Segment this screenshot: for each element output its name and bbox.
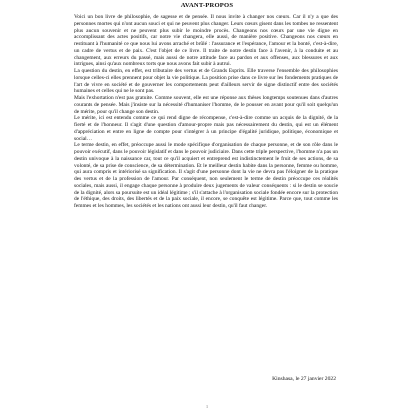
paragraph: Le mérite, ici est entendu comme ce qui rend digne de récompense, c'est-à-dire comme un acquis de la dignité, de la fierté et de l'honneur. Il s'agit d'une question d'amour-propre mais pas nécessairement du destin, qui est un élément d'appréciation et entre en ligne de compte pour s'intégrer à un principe d'égalité juridique, politique, économique et social… — [74, 115, 338, 142]
body-text — [74, 14, 338, 210]
paragraph: La question du destin, en effet, est tributaire des vertus et de Grands Esprits. Elle traverse l'ensemble des philosophies lorsque celles-ci elles prennent pour objet la vie politique. La position prise dans ce livre sur les fondements pratiques de l'art de vivre en société et de gouverner les comportements peut d'ailleurs servir de signe distinctif entre des sociétés humaines et celles qui ne le sont pas. — [74, 68, 338, 95]
paragraph: Voici un bon livre de philosophie, de sagesse et de pensée. Il nous invite à changer nos cœurs. Car il n'y a que des personnes mortes qui n'ont aucun souci et qui ne peuvent plus changer. Leurs cœurs gisent dans les tombes ne ressentent plus aucun souvenir et ne peuvent plus subir le moindre procès. Changeons nos cœurs par une vie digne en accomplissant des actes positifs, car notre vie changera, elle aussi, de manière positive. Changeons nos cœurs en restituant à l'humanité ce que nous lui avons arraché et brûlé : l'assurance et l'espérance, l'amour et la bonté, c'est-à-dire, un cadre de vertus et de paix. C'est l'objet de ce livre. Il traite de notre destin face à l'avenir, à la conduite et au changement, aux erreurs du passé, mais aussi de notre attitude face au pardon et aux offenses, aux blessures et aux intrigues, ainsi qu'aux nombreux torts que nous avons fait subir à autrui. — [74, 14, 338, 68]
paragraph: Le terme destin, en effet, préoccupe aussi le mode spécifique d'organisation de chaque personne, et de son rôle dans le pouvoir exécutif, dans le pouvoir législatif et dans le pouvoir judiciaire. Dans cette triple perspective, l'homme n'a pas un destin univoque à la naissance car, tout ce qu'il acquiert et entreprend est indistinctement le fruit de ses actions, de sa volonté, de sa prise de conscience, de sa détermination. Et le meilleur destin habite dans la personne, femme ou homme, qui aura compris et intériorisé sa signification. Il s'agit d'une personne dont la vie ne devra pas l'éloigner de la pratique des vertus et de la profession de l'amour. Par conséquent, non seulement le terme de destin préoccupe ces réalités sociales, mais aussi, il engage chaque personne à produire deux jugements de valeur conséquents : si le destin se soucie de la dignité, alors sa poursuite est un idéal légitime ; s'il s'attache à l'organisation sociale fondée encore sur la protection de l'éthique, des droits, des libertés et de la paix sociale, il encore, se conquête est légitime. Parce que, tout comme les femmes et les hommes, les sociétés et les nations ont aussi leur destin, qu'il faut changer. — [74, 142, 338, 209]
place-date-signature: Kinshasa, le 27 janvier 2022 — [272, 376, 336, 382]
page-title: AVANT-PROPOS — [180, 2, 234, 9]
paragraph: Mais l'exhortation n'est pas gratuite. Comme souvent, elle est une réponse aux thèses longtemps soutenues dans d'autres courants de pensée. Mais j'insiste sur la nécessité d'humaniser l'homme, de le pousser en avant pour qu'il soit quelqu'un de mérite, pour qu'il change son destin. — [74, 95, 338, 115]
page-number: 1 — [205, 404, 209, 409]
